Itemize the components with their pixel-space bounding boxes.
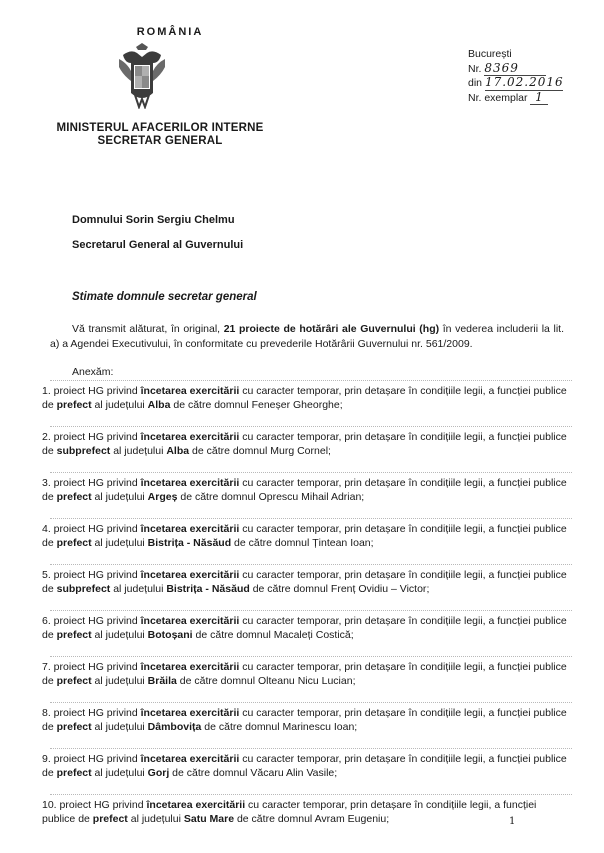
list-item: 10. proiect HG privind încetarea exercitării cu caracter temporar, prin detașare în condițiile legii, a funcției publice de prefect al județului Satu Mare de către domnul Avram Eugeniu;	[40, 794, 572, 840]
page-number: 1	[509, 816, 516, 827]
registration-number: 8369	[484, 62, 546, 77]
list-item: 3. proiect HG privind încetarea exercitării cu caracter temporar, prin detașare în condițiile legii, a funcției publice de prefect al județului Argeș de către domnul Oprescu Mihail Adrian;	[40, 472, 572, 518]
intro-text-2: în vederea includerii la lit. a) a Agendei Executivului, în conformitate cu prevederile Hotărârii Guvernului nr. 561/2009.	[50, 323, 564, 350]
city-label: București	[468, 48, 512, 60]
coat-of-arms-emblem	[117, 41, 167, 109]
nr-label: Nr.	[468, 62, 482, 75]
ministry-name	[50, 122, 270, 148]
copy-number: 1	[530, 91, 548, 106]
list-item: 1. proiect HG privind încetarea exercitării cu caracter temporar, prin detașare în condițiile legii, a funcției publice de prefect al județului Alba de către domnul Feneșer Gheorghe;	[40, 380, 572, 426]
list-item: 8. proiect HG privind încetarea exercitării cu caracter temporar, prin detașare în condițiile legii, a funcției publice de prefect al județului Dâmbovița de către domnul Marinescu Ioan;	[40, 702, 572, 748]
date-label: din	[468, 77, 483, 89]
annex-label: Anexăm:	[72, 366, 114, 378]
list-item: 6. proiect HG privind încetarea exercitării cu caracter temporar, prin detașare în condițiile legii, a funcției publice de prefect al județului Botoșani de către domnul Macaleți Costică;	[40, 610, 572, 656]
list-item: 9. proiect HG privind încetarea exercitării cu caracter temporar, prin detașare în condițiile legii, a funcției publice de prefect al județului Gorj de către domnul Văcaru Alin Vasile;	[40, 748, 572, 794]
registration-date: 17.02.2016	[484, 75, 564, 89]
copy-label: Nr. exemplar	[468, 91, 528, 104]
list-item: 2. proiect HG privind încetarea exercitării cu caracter temporar, prin detașare în condițiile legii, a funcției publice de subprefect al județului Alba de către domnul Murg Cornel;	[40, 426, 572, 472]
intro-paragraph	[50, 322, 564, 352]
ministry-line-2: SECRETAR GENERAL	[97, 135, 223, 147]
intro-text-1: Vă transmit alăturat, în original,	[72, 323, 224, 335]
list-item: 4. proiect HG privind încetarea exercitării cu caracter temporar, prin detașare în condițiile legii, a funcției publice de prefect al județului Bistrița - Năsăud de către domnul Țintean Ioan;	[40, 518, 572, 564]
list-item: 5. proiect HG privind încetarea exercitării cu caracter temporar, prin detașare în condițiile legii, a funcției publice de subprefect al județului Bistrița - Năsăud de către domnul Frenț Ovidiu – Victor;	[40, 564, 572, 610]
addressee-name: Domnului Sorin Sergiu Chelmu	[72, 214, 235, 226]
ministry-line-1: MINISTERUL AFACERILOR INTERNE	[56, 122, 264, 134]
intro-bold: 21 proiecte de hotărâri ale Guvernului (hg)	[223, 323, 440, 335]
reference-block	[468, 48, 578, 105]
country-name: ROMÂNIA	[136, 26, 204, 38]
salutation: Stimate domnule secretar general	[72, 291, 257, 303]
list-item: 7. proiect HG privind încetarea exercitării cu caracter temporar, prin detașare în condițiile legii, a funcției publice de prefect al județului Brăila de către domnul Olteanu Nicu Lucian;	[40, 656, 572, 702]
annex-list	[40, 380, 572, 840]
addressee-title: Secretarul General al Guvernului	[72, 239, 244, 251]
